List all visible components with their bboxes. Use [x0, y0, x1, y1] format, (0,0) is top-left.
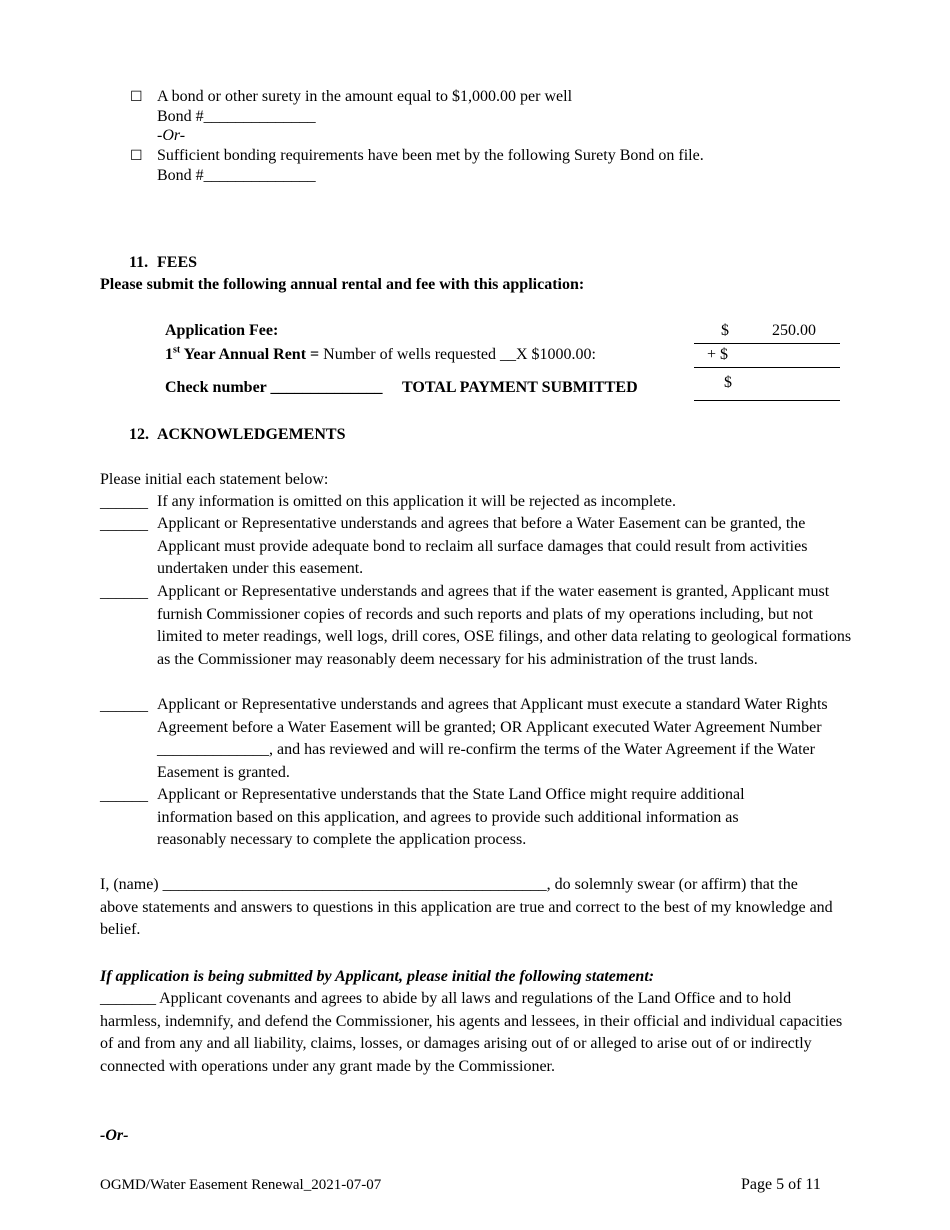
footer-document-id: OGMD/Water Easement Renewal_2021-07-07 [100, 1177, 382, 1193]
or-separator: -Or- [157, 127, 186, 144]
initial-blank: ______ [100, 787, 148, 804]
rent-description: Number of wells requested __X $1000.00: [319, 346, 596, 363]
acknowledgement-item: Applicant or Representative understands and agrees that Applicant must execute a standard Water Rights Agreement before a Water Easement will be granted; OR Applicant executed Water Agreement Number ______________, and has reviewed and will re-confirm the terms of the Water Agreement if the Water Easement is granted. [157, 696, 828, 781]
acknowledgement-item: Applicant or Representative understands and agrees that before a Water Easement can be granted, the Applicant must provide adequate bond to reclaim all surface damages that could result from activities undertaken under this easement. [157, 515, 808, 578]
section-number: 11. [129, 254, 149, 271]
bond-number-2: Bond #______________ [157, 167, 316, 184]
bond-option-2-text: Sufficient bonding requirements have been met by the following Surety Bond on file. [157, 147, 704, 164]
initial-blank: ______ [100, 584, 148, 601]
fees-instruction: Please submit the following annual rental and fee with this application: [100, 276, 585, 293]
acknowledgement-item: If any information is omitted on this application it will be rejected as incomplete. [157, 493, 676, 510]
application-fee-label: Application Fee: [165, 322, 279, 339]
applicant-statement-heading: If application is being submitted by Applicant, please initial the following statement: [100, 968, 655, 985]
checkbox[interactable]: ☐ [130, 89, 143, 105]
total-payment-label: TOTAL PAYMENT SUBMITTED [402, 379, 638, 396]
total-amount-line [694, 400, 840, 401]
acknowledgement-item: Applicant or Representative understands that the State Land Office might require additional information based on this application, and agrees to provide such additional information as reasonably necessary to complete the application process. [157, 786, 745, 849]
initial-blank: ______ [100, 516, 148, 533]
checkbox[interactable]: ☐ [130, 148, 143, 164]
section-heading-acknowledgements: ACKNOWLEDGEMENTS [157, 426, 346, 443]
acknowledgements-intro: Please initial each statement below: [100, 471, 329, 488]
total-currency: $ [724, 374, 732, 391]
initial-blank: ______ [100, 697, 148, 714]
acknowledgement-item: Applicant or Representative understands and agrees that if the water easement is granted, Applicant must furnish Commissioner copies of records and such reports and plats of my operations including, but not limited to meter readings, well logs, drill cores, OSE filings, and other data relating to geological formations as the Commissioner may reasonably deem necessary for his administration of the trust lands. [157, 583, 852, 668]
annual-rent-row [165, 344, 596, 366]
application-fee-currency: $ [721, 322, 729, 339]
check-number-label: Check number ______________ [165, 379, 383, 396]
initial-blank: ______ [100, 494, 148, 511]
rent-label: Year Annual Rent = [180, 346, 320, 363]
rent-currency: + $ [707, 346, 729, 363]
bond-number-1: Bond #______________ [157, 108, 316, 125]
section-heading-fees: FEES [157, 254, 198, 271]
oath-statement: I, (name) ________________________________________________, do solemnly swear (or affirm) that the above statements and answers to questions in this application are true and correct to the best of my knowledge and belief. [100, 876, 833, 939]
footer-page-number: Page 5 of 11 [741, 1176, 821, 1193]
rent-amount-line [694, 367, 840, 368]
applicant-statement-text: _______ Applicant covenants and agrees to abide by all laws and regulations of the Land Office and to hold harmless, indemnify, and defend the Commissioner, his agents and lessees, in their official and individual capacities of and from any and all liability, claims, losses, or damages arising out of or alleged to arise out of or indirectly connected with operations under any grant made by the Commissioner. [100, 990, 843, 1075]
bond-option-1-text: A bond or other surety in the amount equal to $1,000.00 per well [157, 88, 573, 105]
rent-sup: st [173, 344, 181, 356]
or-separator-bottom: -Or- [100, 1127, 129, 1144]
application-fee-amount: 250.00 [772, 322, 816, 339]
rent-year: 1 [165, 346, 173, 363]
section-number: 12. [129, 426, 149, 443]
